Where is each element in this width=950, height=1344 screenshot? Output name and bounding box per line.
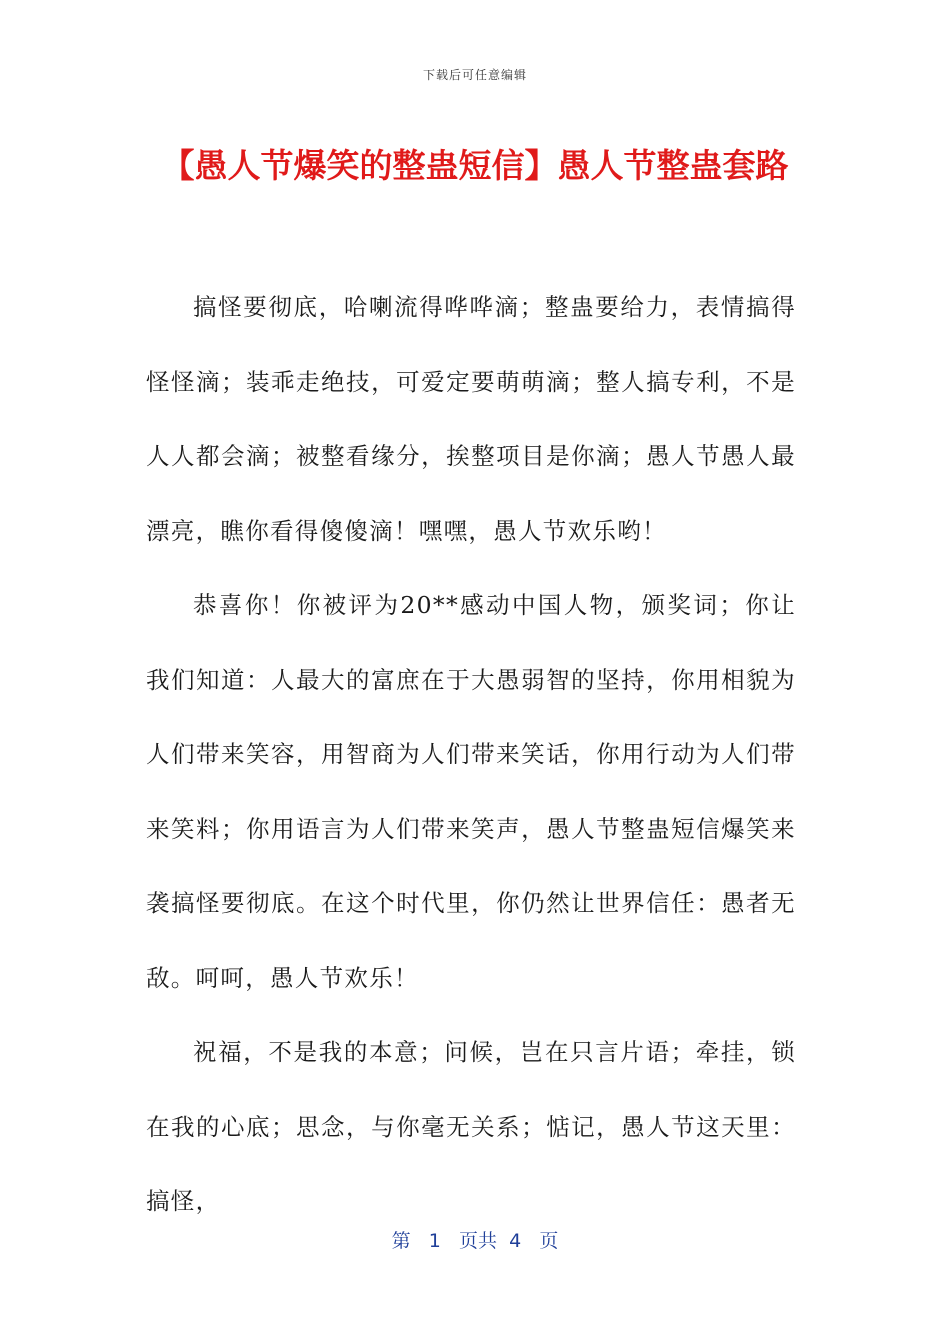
document-title: 【愚人节爆笑的整蛊短信】愚人节整蛊套路: [161, 146, 789, 185]
header-note: 下载后可任意编辑: [422, 68, 527, 82]
footer-middle: 页共: [459, 1230, 498, 1252]
footer-suffix: 页: [539, 1230, 559, 1252]
total-pages-number: 4: [509, 1230, 522, 1252]
document-body: [146, 270, 796, 1239]
paragraph: 祝福，不是我的本意；问候，岂在只言片语；牵挂，锁在我的心底；思念，与你毫无关系；惦记，愚人节这天里：搞怪，: [146, 1038, 796, 1215]
current-page-number: 1: [428, 1230, 441, 1252]
page-footer: [0, 1226, 950, 1253]
footer-prefix: 第: [391, 1230, 411, 1252]
paragraph: 搞怪要彻底，哈喇流得哗哗滴；整蛊要给力，表情搞得怪怪滴；装乖走绝技，可爱定要萌萌滴；整人搞专利，不是人人都会滴；被整看缘分，挨整项目是你滴；愚人节愚人最漂亮，瞧你看得傻傻滴！嘿嘿，愚人节欢乐哟！: [146, 293, 796, 545]
paragraph: 恭喜你！你被评为20**感动中国人物，颁奖词；你让我们知道：人最大的富庶在于大愚弱智的坚持，你用相貌为人们带来笑容，用智商为人们带来笑话，你用行动为人们带来笑料；你用语言为人们带来笑声，愚人节整蛊短信爆笑来袭搞怪要彻底。在这个时代里，你仍然让世界信任：愚者无敌。呵呵，愚人节欢乐！: [146, 591, 796, 992]
